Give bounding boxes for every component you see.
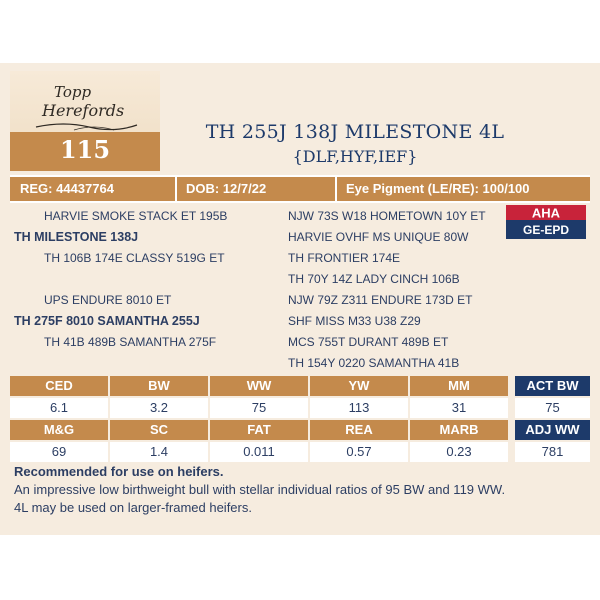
registration-number: REG: 44437764	[20, 181, 114, 196]
logo-flourish-icon	[34, 119, 139, 133]
epd-header-sc: SC	[110, 420, 208, 440]
epd-header-fat: FAT	[210, 420, 308, 440]
info-divider	[175, 177, 177, 201]
pedigree-sire-dam: TH 106B 174E CLASSY 519G ET	[44, 251, 225, 265]
pedigree-sire: TH MILESTONE 138J	[14, 230, 139, 244]
epd-value-ced: 6.1	[10, 398, 108, 418]
date-of-birth: DOB: 12/7/22	[186, 181, 267, 196]
bull-name: TH 255J 138J MILESTONE 4L	[205, 121, 505, 143]
registration-info-bar	[10, 175, 590, 203]
epd-value-sc: 1.4	[110, 442, 208, 462]
pedigree-gen3-7: MCS 755T DURANT 489B ET	[288, 335, 449, 349]
epd-value-yw: 113	[310, 398, 408, 418]
pedigree-dam-sire: UPS ENDURE 8010 ET	[44, 293, 172, 307]
adj-ww-value: 781	[515, 442, 590, 462]
epd-header-bw: BW	[110, 376, 208, 396]
lot-number-box	[10, 132, 160, 171]
act-bw-value: 75	[515, 398, 590, 418]
logo-text-herefords: Herefords	[42, 101, 125, 120]
epd-value-fat: 0.011	[210, 442, 308, 462]
lot-card	[0, 63, 600, 535]
pedigree-gen3-3: TH FRONTIER 174E	[288, 251, 401, 265]
aha-logo-top-text: AHA	[531, 205, 561, 221]
epd-value-mm: 31	[410, 398, 508, 418]
pedigree-dam-dam: TH 41B 489B SAMANTHA 275F	[44, 335, 217, 349]
epd-value-ww: 75	[210, 398, 308, 418]
epd-header-ced: CED	[10, 376, 108, 396]
description-line-1: An impressive low birthweight bull with stellar individual ratios of 95 BW and 119 WW.	[14, 482, 506, 497]
pedigree-gen3-1: NJW 73S W18 HOMETOWN 10Y ET	[288, 209, 486, 223]
epd-header-marb: MARB	[410, 420, 508, 440]
logo-text-topp: Topp	[54, 83, 92, 101]
epd-header-yw: YW	[310, 376, 408, 396]
pedigree-gen3-8: TH 154Y 0220 SAMANTHA 41B	[288, 356, 460, 370]
pedigree-gen3-2: HARVIE OVHF MS UNIQUE 80W	[288, 230, 469, 244]
epd-header-ww: WW	[210, 376, 308, 396]
epd-header-mm: MM	[410, 376, 508, 396]
info-divider	[335, 177, 337, 201]
pedigree-gen3-4: TH 70Y 14Z LADY CINCH 106B	[288, 272, 460, 286]
description-line-2: 4L may be used on larger-framed heifers.	[14, 500, 252, 515]
lot-number: 115	[59, 135, 111, 164]
epd-value-rea: 0.57	[310, 442, 408, 462]
epd-value-mg: 69	[10, 442, 108, 462]
eye-pigment: Eye Pigment (LE/RE): 100/100	[346, 181, 530, 196]
epd-header-mg: M&G	[10, 420, 108, 440]
aha-ge-epd-logo	[506, 205, 586, 239]
adj-ww-header: ADJ WW	[515, 420, 590, 440]
pedigree-sire-sire: HARVIE SMOKE STACK ET 195B	[44, 209, 228, 223]
recommendation-note: Recommended for use on heifers.	[14, 464, 224, 479]
act-bw-header: ACT BW	[515, 376, 590, 396]
topp-herefords-logo	[34, 83, 144, 133]
pedigree-gen3-5: NJW 79Z Z311 ENDURE 173D ET	[288, 293, 473, 307]
epd-header-rea: REA	[310, 420, 408, 440]
epd-value-bw: 3.2	[110, 398, 208, 418]
pedigree-dam: TH 275F 8010 SAMANTHA 255J	[14, 314, 200, 328]
pedigree-gen3-6: SHF MISS M33 U38 Z29	[288, 314, 421, 328]
epd-value-marb: 0.23	[410, 442, 508, 462]
aha-logo-bottom-text: GE-EPD	[522, 223, 570, 237]
bull-genetic-tags: {DLF,HYF,IEF}	[292, 147, 418, 166]
